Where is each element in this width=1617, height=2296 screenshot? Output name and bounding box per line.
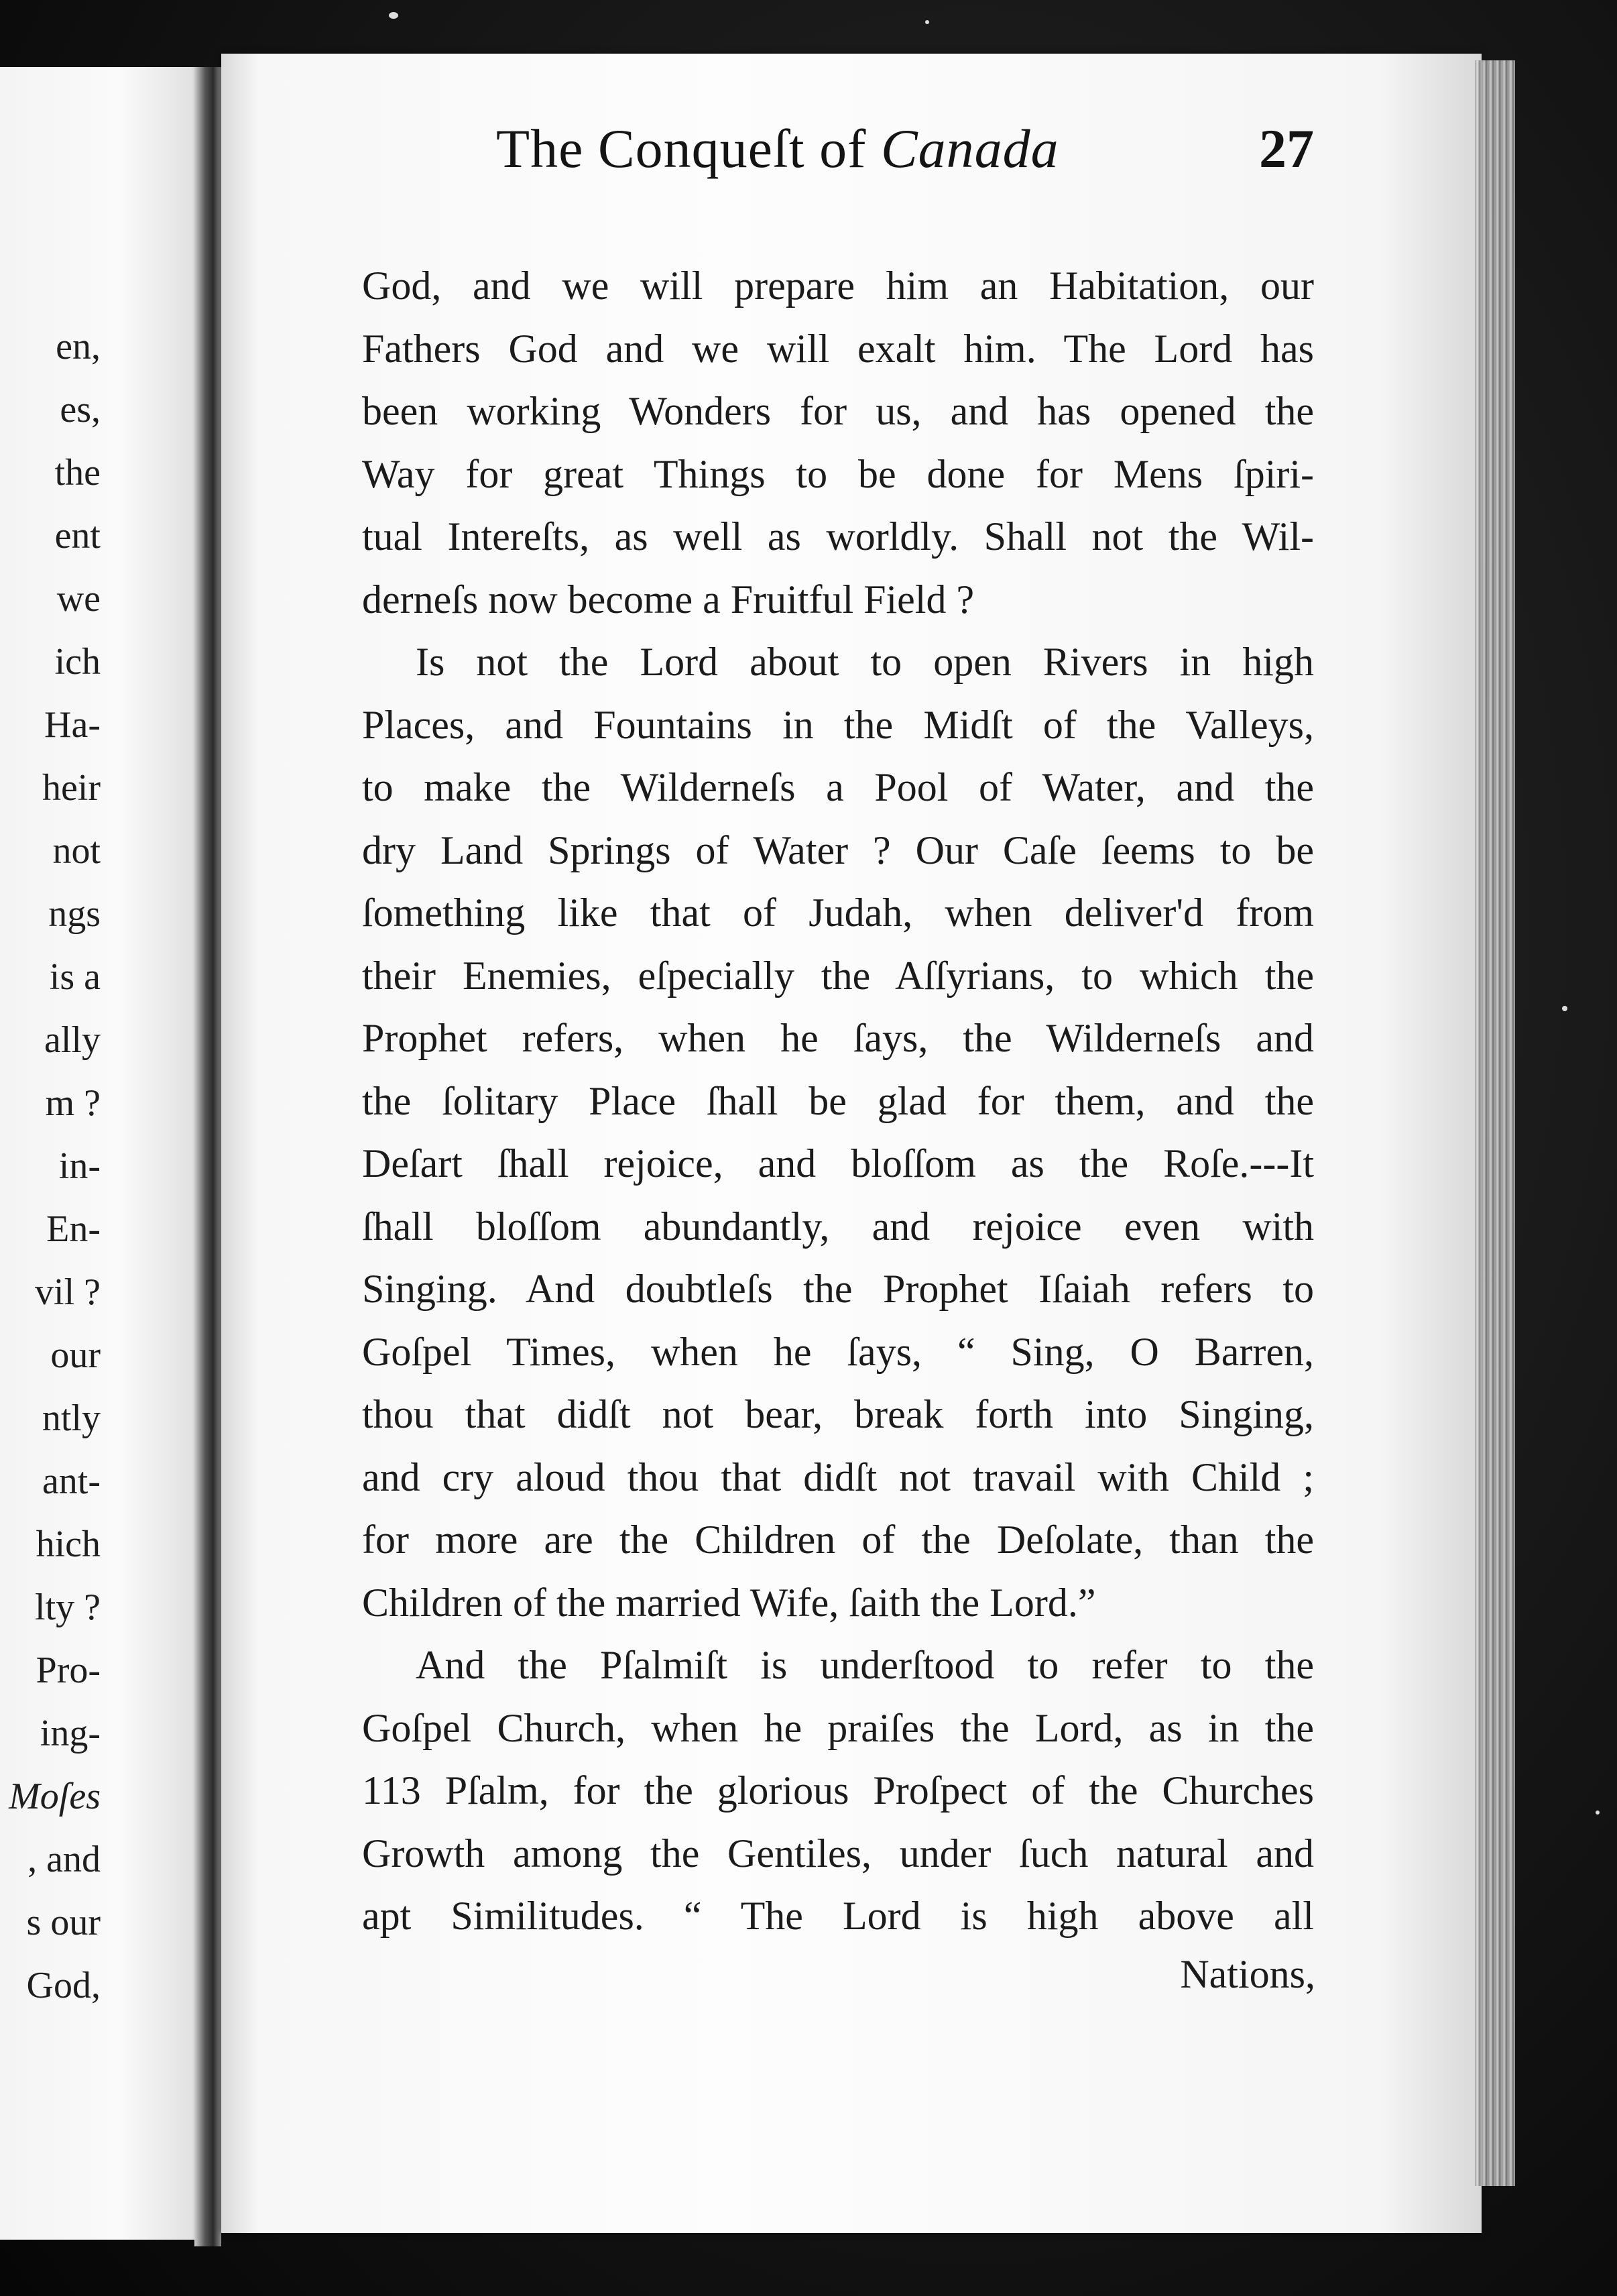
left-fragment: hich bbox=[36, 1524, 101, 1565]
left-fragment: our bbox=[50, 1334, 101, 1376]
left-fragment: in- bbox=[58, 1145, 101, 1187]
left-fragment: ntly bbox=[42, 1397, 101, 1439]
running-head-title bbox=[496, 117, 1059, 180]
text-line: and cry aloud thou that didſt not travail with Child ; bbox=[362, 1454, 1314, 1499]
text-line: Is not the Lord about to open Rivers in high bbox=[416, 640, 1314, 684]
text-line: Goſpel Times, when he ſays, “ Sing, O Barren, bbox=[362, 1329, 1314, 1374]
left-fragment: ent bbox=[54, 515, 101, 557]
text-line: to make the Wilderneſs a Pool of Water, and the bbox=[362, 765, 1314, 809]
left-fragment: Ha- bbox=[44, 704, 101, 746]
text-line: dry Land Springs of Water ? Our Caſe ſeems to be bbox=[362, 827, 1314, 872]
text-line: God, and we will prepare him an Habitation, our bbox=[362, 264, 1314, 308]
dust-speck bbox=[925, 20, 929, 24]
running-head bbox=[496, 117, 1314, 191]
dust-speck bbox=[1596, 1811, 1600, 1815]
running-head-title-italic: Canada bbox=[880, 118, 1059, 179]
left-page-text-fragments bbox=[0, 315, 201, 2017]
dust-speck bbox=[389, 12, 398, 19]
left-fragment: vil ? bbox=[35, 1271, 101, 1313]
left-fragment: ing- bbox=[40, 1713, 101, 1754]
left-fragment: we bbox=[56, 578, 101, 620]
text-line: derneſs now become a Fruitful Field ? bbox=[362, 577, 975, 622]
dust-speck bbox=[1562, 1006, 1567, 1011]
left-fragment: lty ? bbox=[35, 1587, 101, 1628]
text-line: for more are the Children of the Deſolate, than the bbox=[362, 1517, 1314, 1562]
text-line: 113 Pſalm, for the glorious Proſpect of the Churches bbox=[362, 1768, 1314, 1813]
body-text bbox=[362, 255, 1314, 1948]
left-fragment: the bbox=[54, 452, 101, 494]
left-fragment: ngs bbox=[48, 893, 101, 935]
left-fragment: Pro- bbox=[36, 1650, 101, 1691]
running-head-title-prefix: The Conqueſt of bbox=[496, 118, 881, 179]
facing-left-page bbox=[0, 67, 201, 2240]
left-fragment: Moſes bbox=[9, 1776, 101, 1817]
left-fragment: , and bbox=[27, 1839, 101, 1880]
text-line: ſomething like that of Judah, when deliver'd from bbox=[362, 891, 1314, 935]
text-line: thou that didſt not bear, break forth into Singing, bbox=[362, 1392, 1314, 1436]
left-fragment: heir bbox=[42, 767, 101, 809]
catchword: Nations, bbox=[1180, 1952, 1315, 1996]
left-fragment: God, bbox=[26, 1965, 101, 2006]
text-line: Growth among the Gentiles, under ſuch natural and bbox=[362, 1831, 1314, 1876]
left-fragment: is a bbox=[49, 956, 101, 998]
text-line: And the Pſalmiſt is underſtood to refer to the bbox=[416, 1643, 1314, 1687]
left-fragment: s our bbox=[26, 1902, 101, 1943]
text-line: the ſolitary Place ſhall be glad for them, and the bbox=[362, 1078, 1314, 1123]
text-line: Prophet refers, when he ſays, the Wilderneſs and bbox=[362, 1016, 1314, 1060]
text-line: Children of the married Wife, ſaith the Lord.” bbox=[362, 1580, 1096, 1625]
text-line: tual Intereſts, as well as worldly. Shall not the Wil- bbox=[362, 514, 1314, 559]
text-line: Deſart ſhall rejoice, and bloſſom as the Roſe.---It bbox=[362, 1141, 1314, 1186]
text-line: Places, and Fountains in the Midſt of the Valleys, bbox=[362, 702, 1314, 747]
left-fragment: ich bbox=[54, 641, 101, 683]
left-fragment: En- bbox=[46, 1208, 101, 1250]
left-fragment: m ? bbox=[45, 1082, 101, 1124]
page-edges bbox=[1475, 60, 1515, 2186]
left-fragment: en, bbox=[56, 326, 101, 367]
text-line: their Enemies, eſpecially the Aſſyrians, to which the bbox=[362, 953, 1314, 998]
text-line: Singing. And doubtleſs the Prophet Iſaiah refers to bbox=[362, 1267, 1314, 1311]
book-spine-gutter bbox=[194, 67, 221, 2246]
text-line: apt Similitudes. “ The Lord is high above all bbox=[362, 1894, 1314, 1938]
text-line: Way for great Things to be done for Mens ſpiri- bbox=[362, 451, 1314, 496]
page-number: 27 bbox=[1259, 118, 1314, 179]
text-line: Fathers God and we will exalt him. The Lord has bbox=[362, 326, 1314, 371]
text-line: ſhall bloſſom abundantly, and rejoice even with bbox=[362, 1204, 1314, 1249]
left-fragment: not bbox=[52, 830, 101, 872]
text-line: Goſpel Church, when he praiſes the Lord, as in the bbox=[362, 1705, 1314, 1750]
left-fragment: es, bbox=[60, 389, 101, 431]
left-fragment: ally bbox=[44, 1019, 101, 1061]
left-fragment: ant- bbox=[42, 1460, 101, 1502]
text-line: been working Wonders for us, and has opened the bbox=[362, 389, 1314, 433]
